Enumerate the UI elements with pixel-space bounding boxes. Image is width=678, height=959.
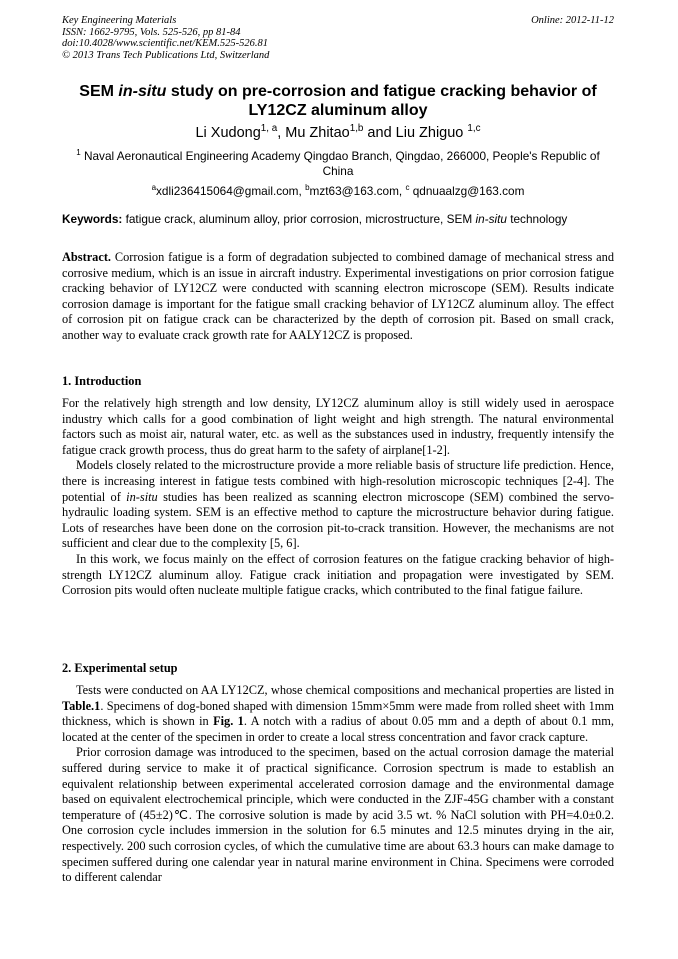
author-3-sup: 1,c — [467, 123, 481, 135]
intro-paragraph-3: In this work, we focus mainly on the effect of corrosion features on the fatigue cracking behavior of high-strength LY12CZ aluminum alloy. Fatigue crack initiation and propagation were investigated by SEM. Corrosion pits would often nucleate multiple fatigue cracks, which contributed to the final fatigue failure. — [62, 551, 614, 598]
title-part-1: SEM — [79, 83, 119, 100]
title-part-3: study on pre-corrosion and fatigue cracking behavior of LY12CZ aluminum alloy — [166, 83, 597, 119]
author-2-sup: 1,b — [349, 123, 364, 135]
section-1-heading: 1. Introduction — [62, 374, 142, 388]
keywords-text: fatigue crack, aluminum alloy, prior corrosion, microstructure, SEM — [122, 212, 476, 226]
journal-name: Key Engineering Materials — [62, 15, 177, 26]
setup-p1-c: . A notch with a radius of about 0.05 mm and a depth of about 0.1 mm, located at the center of the specimen in order to create a local stress concentration and favor crack capture. — [62, 714, 614, 744]
keywords-label: Keywords: — [62, 212, 123, 226]
journal-header — [62, 15, 269, 61]
email-b: mzt63@163.com, — [309, 184, 406, 198]
abstract-text: Corrosion fatigue is a form of degradation subjected to combined damage of mechanical stress and corrosive medium, which is an issue in aircraft industry. Experimental investigations on prior corrosion fatigue cracking behavior of LY12CZ were conducted with scanning electron microscope (SEM). Results indicate corrosion damage is important for the fatigue small cracking behavior of LY12CZ aluminum alloy. The effect of corrosion pit on fatigue crack can be characterized by the depth of corrosion pit. Based on small crack, another way to evaluate crack growth rate for AALY12CZ is proposed. — [62, 250, 614, 342]
paper-title — [62, 82, 614, 120]
email-c: qdnuaalzg@163.com — [409, 184, 525, 198]
table-reference: Table.1 — [62, 698, 101, 713]
intro-p2-italic: in-situ — [126, 489, 158, 504]
abstract — [62, 250, 614, 344]
author-3: and Liu Zhiguo — [363, 125, 468, 141]
issn-line: ISSN: 1662-9795, Vols. 525-526, pp 81-84 — [62, 26, 241, 38]
keywords — [62, 212, 618, 227]
affiliation-sup: 1 — [76, 148, 81, 158]
author-1-sup: 1, a — [260, 123, 278, 135]
keywords-tail: technology — [506, 212, 568, 226]
section-2-body — [62, 683, 614, 886]
setup-p1-a: Tests were conducted on AA LY12CZ, whose chemical compositions and mechanical properties are listed in — [76, 683, 614, 697]
email-b-sup: b — [305, 183, 310, 193]
online-date: Online: 2012-11-12 — [531, 15, 614, 26]
author-1: Li Xudong — [195, 125, 261, 141]
section-1-body — [62, 396, 614, 599]
intro-paragraph-2 — [62, 458, 614, 552]
email-c-sup: c — [405, 183, 410, 193]
intro-paragraph-1: For the relatively high strength and low density, LY12CZ aluminum alloy is still widely used in aerospace industry which calls for a good combination of light weight and high strength. The natural environmental factors such as moist air, natural water, etc. as well as the substances used in industry, frequently intensify the fatigue crack growth process, thus do great harm to the safety of airplane[1-2]. — [62, 396, 614, 457]
title-italic: in-situ — [118, 83, 167, 100]
intro-p2-a: Models closely related to the microstructure provide a more reliable basis of structure life prediction. Hence, there is increasing interest in fatigue tests combined with high-resolution microscopic techniques [2-4]. The potential of — [62, 458, 614, 504]
doi-line: doi:10.4028/www.scientific.net/KEM.525-526.81 — [62, 38, 268, 49]
section-2-heading: 2. Experimental setup — [62, 661, 178, 675]
figure-reference: Fig. 1 — [213, 714, 244, 729]
setup-p1-b: . Specimens of dog-boned shaped with dimension 15mm×5mm were made from rolled sheet with 1mm thickness, which is shown in — [62, 698, 614, 729]
affiliation-text: Naval Aeronautical Engineering Academy Qingdao Branch, Qingdao, 266000, People's Republic of China — [80, 149, 600, 178]
affiliation — [62, 149, 614, 179]
setup-paragraph-1 — [62, 683, 614, 745]
author-2: , Mu Zhitao — [277, 125, 350, 141]
abstract-paragraph — [62, 250, 614, 344]
email-a-sup: a — [151, 183, 157, 193]
email-a: xdli236415064@gmail.com, — [156, 184, 306, 198]
author-list — [62, 124, 614, 142]
keywords-italic: in-situ — [475, 212, 507, 226]
copyright-line: © 2013 Trans Tech Publications Ltd, Switzerland — [62, 49, 270, 61]
email-list — [62, 184, 614, 199]
intro-p2-b: studies has been realized as scanning electron microscope (SEM) combined the servo-hydraulic loading system. SEM is an effective method to capture the microstructure behavior during fatigue. Lots of researches have been done on the corrosion pit-to-crack transition. However, the mechanisms are not sufficient and clear due to the complexity [5, 6]. — [62, 489, 614, 551]
abstract-label: Abstract. — [62, 250, 112, 264]
setup-paragraph-2: Prior corrosion damage was introduced to the specimen, based on the actual corrosion damage the material suffered during service to make it of practical significance. Corrosion spectrum is made to establish an equivalent relationship between experimental accelerated corrosion damage and the environmental damage based on equivalent electrochemical principle, which were conducted in the ZJF-45G chamber with a constant temperature of (45±2)℃. The corrosive solution is made by acid 3.5 wt. % NaCl solution with PH=4.0±0.2. One corrosion cycle includes immersion in the solution for 6.5 minutes and 12.5 minutes drying in the air, respectively. 200 such corrosion cycles, of which the cumulative time are about 63.3 hours can make damage to specimen suffered during one calendar year in natural marine environment in China. Specimens were corroded to different calendar — [62, 745, 614, 885]
